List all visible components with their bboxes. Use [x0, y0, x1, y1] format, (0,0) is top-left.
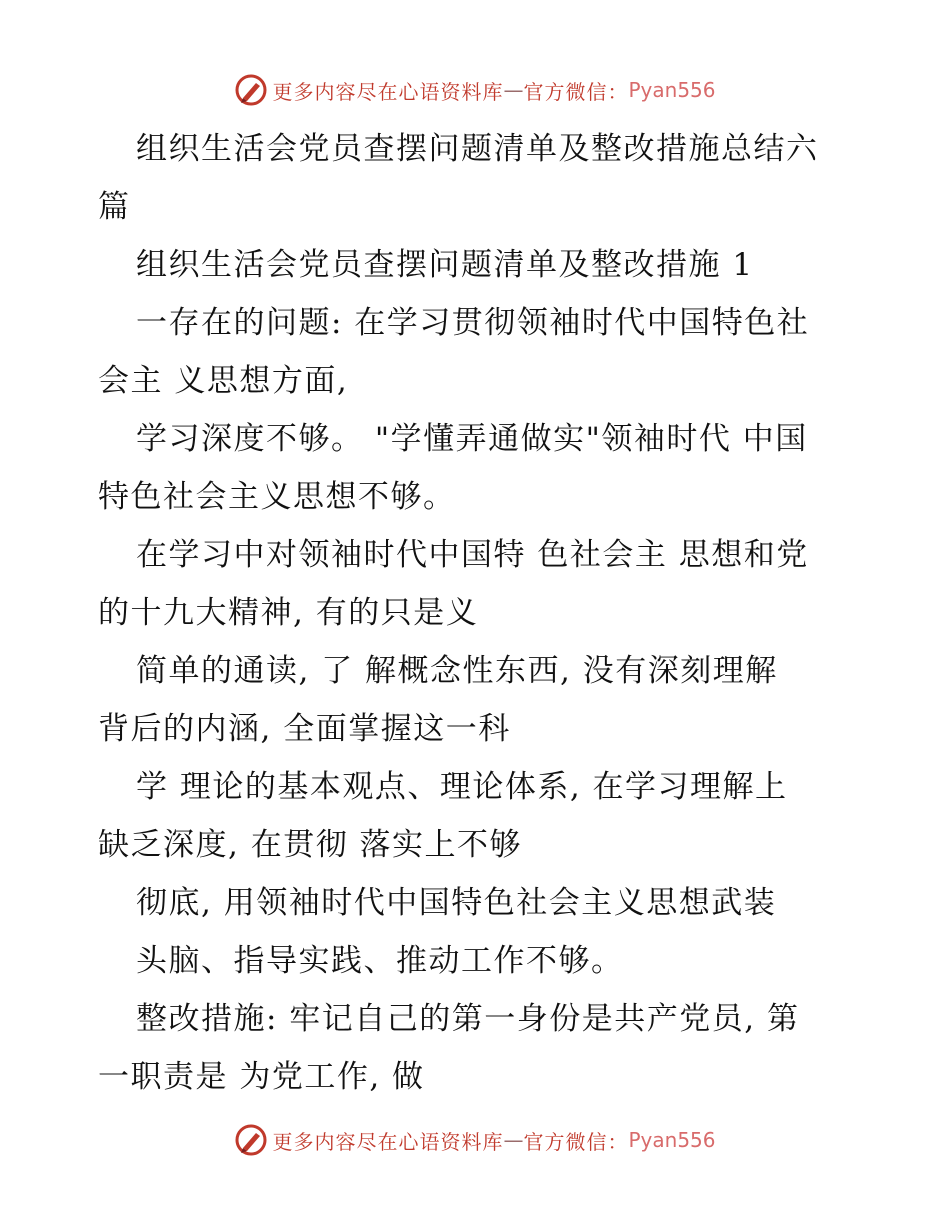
text-line: 整改措施: 牢记自己的第一身份是共产党员, 第	[136, 1001, 800, 1037]
text-line: 背后的内涵, 全面掌握这一科	[98, 711, 511, 747]
text-line: 一职责是 为党工作, 做	[98, 1059, 425, 1095]
watermark-wechat-label: 官方微信：	[523, 1129, 629, 1154]
watermark-dash: —	[503, 78, 524, 102]
pen-logo-icon	[234, 73, 268, 107]
text-line: 的十九大精神, 有的只是义	[98, 595, 479, 631]
text-line: 组织生活会党员查摆问题清单及整改措施总结六	[136, 131, 819, 167]
text-line: 组织生活会党员查摆问题清单及整改措施 1	[136, 247, 754, 283]
watermark-wechat-id: Pyan556	[628, 1128, 716, 1152]
text-line: 学 理论的基本观点、理论体系, 在学习理解上	[136, 769, 788, 805]
watermark-wechat-id: Pyan556	[628, 78, 716, 102]
text-line: 学习深度不够。 "学懂弄通做实"领袖时代 中国	[136, 421, 808, 457]
header-watermark	[0, 70, 950, 110]
pen-logo-icon	[234, 1123, 268, 1157]
watermark-text: 更多内容尽在心语资料库	[272, 1129, 504, 1154]
text-line: 缺乏深度, 在贯彻 落实上不够	[98, 827, 523, 863]
watermark-wechat-label: 官方微信：	[523, 79, 629, 104]
text-line: 特色社会主义思想不够。	[98, 479, 456, 515]
text-line: 头脑、指导实践、推动工作不够。	[136, 943, 624, 979]
watermark-dash: —	[503, 1128, 524, 1152]
document-body	[98, 120, 858, 1106]
text-line: 彻底, 用领袖时代中国特色社会主义思想武装	[136, 885, 777, 921]
text-line: 简单的通读, 了 解概念性东西, 没有深刻理解	[136, 653, 778, 689]
text-line: 篇	[98, 189, 131, 225]
text-line: 一存在的问题: 在学习贯彻领袖时代中国特色社	[136, 305, 810, 341]
watermark-text: 更多内容尽在心语资料库	[272, 79, 504, 104]
text-line: 在学习中对领袖时代中国特 色社会主 思想和党	[136, 537, 809, 573]
text-line: 会主 义思想方面,	[98, 363, 349, 399]
footer-watermark	[0, 1120, 950, 1160]
